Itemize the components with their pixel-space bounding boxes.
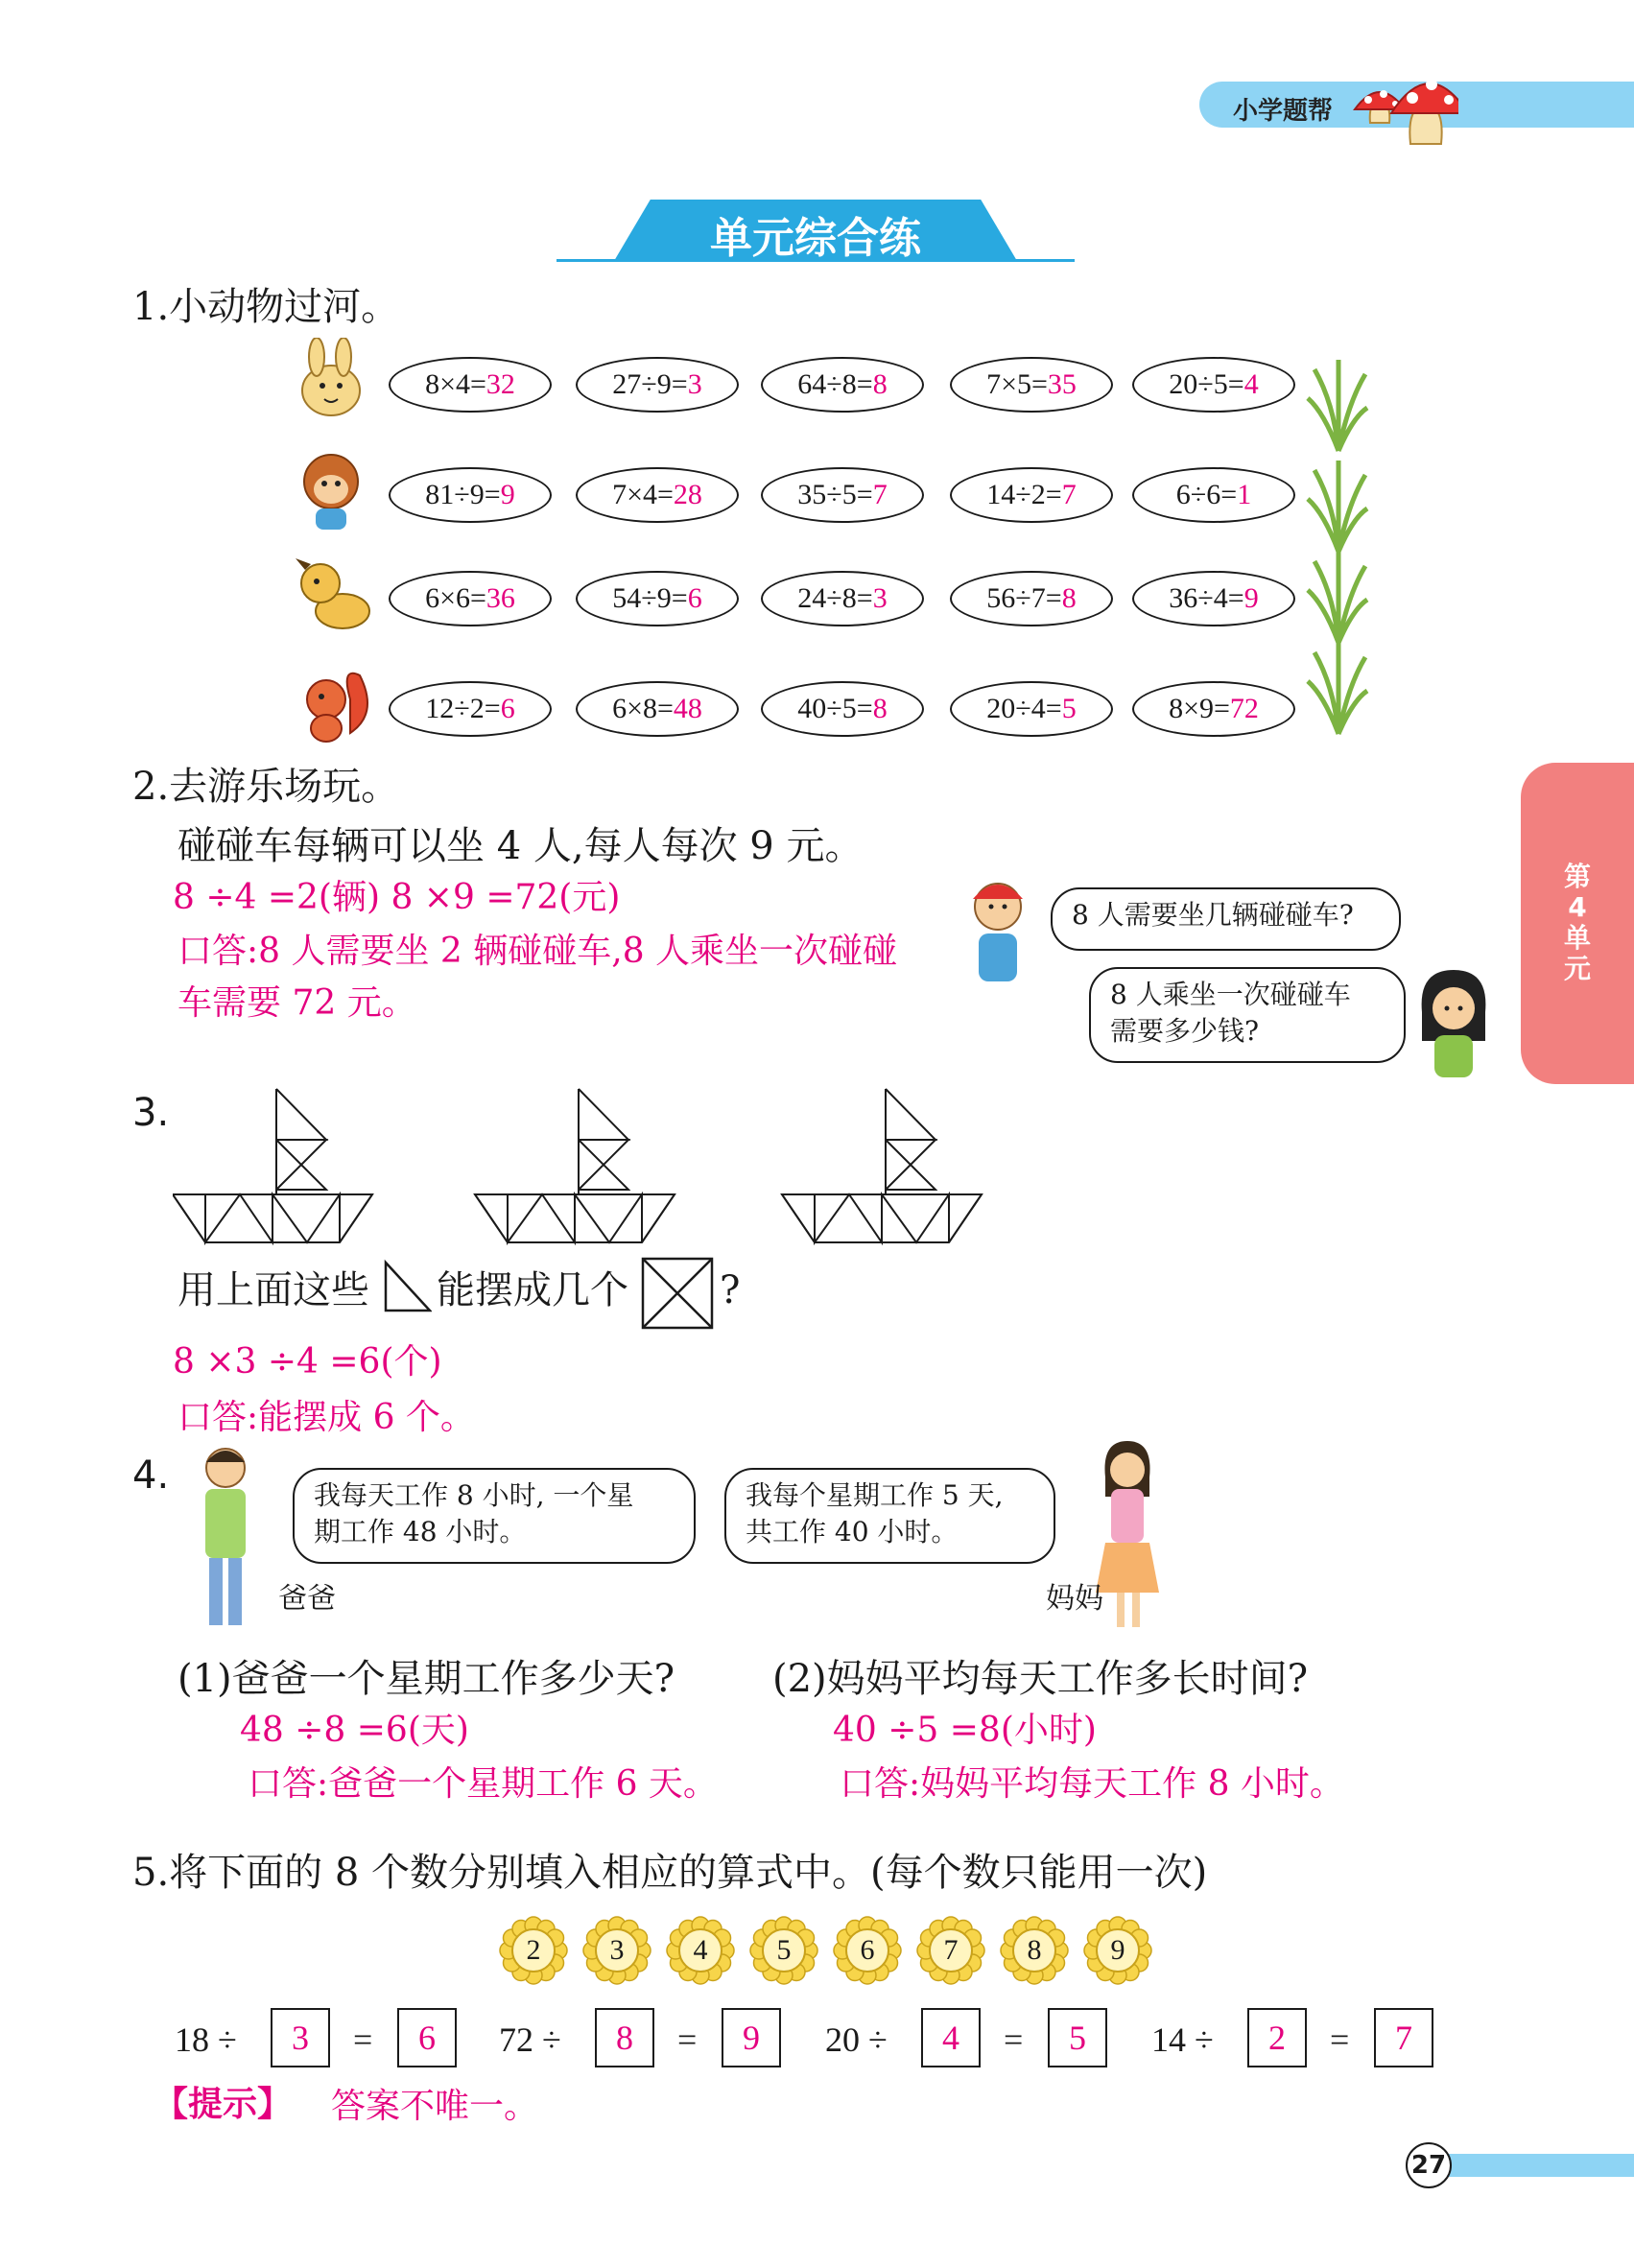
flower-icon <box>664 1914 737 1987</box>
mom-label: 妈妈 <box>1046 1582 1103 1616</box>
hint-label: 【提示】 <box>154 2085 293 2124</box>
equals-sign: = <box>1004 2020 1024 2059</box>
equation-answer: 48 <box>673 693 702 724</box>
hint-text: 答案不唯一。 <box>331 2087 539 2126</box>
equation-answer: 6 <box>687 582 702 614</box>
rabbit-icon <box>288 338 374 429</box>
equation-expression: 24÷8= <box>797 582 873 614</box>
flower-number: 9 <box>1110 1934 1125 1966</box>
equation-answer: 8 <box>872 693 888 724</box>
q3-answer-line: 8 ×3 ÷4 =6(个) <box>173 1342 442 1382</box>
equation-expression: 54÷9= <box>612 582 688 614</box>
equation-oval <box>389 571 552 626</box>
equation-expression: 20÷5= <box>1169 368 1244 400</box>
answer-box[interactable]: 6 <box>397 2008 457 2067</box>
flower-icon <box>831 1914 904 1987</box>
q3-text-b: 能摆成几个 <box>437 1268 628 1312</box>
equation-expression: 6÷6= <box>1175 479 1238 510</box>
q3-text-a: 用上面这些 <box>178 1268 369 1312</box>
flower-icon <box>497 1914 570 1987</box>
equation-expression: 14÷2= <box>986 479 1062 510</box>
equation-lead: 18 ÷ <box>175 2020 237 2059</box>
answer-box[interactable]: 9 <box>722 2008 781 2067</box>
q4-sub2-answer-line: 40 ÷5 =8(小时) <box>833 1711 1097 1750</box>
mushroom-icon <box>1353 56 1458 147</box>
triangle-icon <box>384 1259 432 1314</box>
equation-answer: 1 <box>1237 479 1252 510</box>
equation-answer: 8 <box>872 368 888 400</box>
equation-expression: 36÷4= <box>1169 582 1244 614</box>
equation-oval <box>950 571 1113 626</box>
equation-answer: 3 <box>687 368 702 400</box>
q2-answer-text-2: 车需要 72 元。 <box>178 983 416 1023</box>
flower-number: 6 <box>860 1934 875 1966</box>
girl-speech-text-2: 需要多少钱? <box>1110 1015 1260 1047</box>
answer-box[interactable]: 5 <box>1048 2008 1107 2067</box>
equation-answer: 7 <box>1061 479 1077 510</box>
equation-oval <box>761 681 924 737</box>
equation-oval <box>576 681 739 737</box>
q3-number: 3. <box>132 1091 170 1135</box>
equation-expression: 7×4= <box>612 479 674 510</box>
equation-answer: 9 <box>500 479 515 510</box>
girl-speech-bubble <box>1089 967 1406 1063</box>
equation-answer: 35 <box>1047 368 1077 400</box>
q4-number: 4. <box>132 1453 170 1498</box>
q3-answer-text: 口答:能摆成 6 个。 <box>178 1398 475 1437</box>
equation-oval <box>389 681 552 737</box>
page-title: 单元综合练 <box>710 214 921 263</box>
unit-tab-label <box>1521 862 1634 984</box>
girl-speech-text-1: 8 人乘坐一次碰碰车 <box>1110 979 1351 1010</box>
flower-number: 7 <box>943 1934 959 1966</box>
equation-expression: 8×9= <box>1169 693 1230 724</box>
dad-label: 爸爸 <box>278 1582 336 1616</box>
equation-oval <box>576 571 739 626</box>
equation-answer: 28 <box>673 479 702 510</box>
equation-expression: 64÷8= <box>797 368 873 400</box>
flower-number: 5 <box>776 1934 792 1966</box>
equation-oval <box>761 467 924 523</box>
equation-expression: 40÷5= <box>797 693 873 724</box>
equation-lead: 72 ÷ <box>499 2020 561 2059</box>
equation-expression: 56÷7= <box>986 582 1062 614</box>
girl-icon <box>1410 964 1497 1079</box>
q2-text: 碰碰车每辆可以坐 4 人,每人每次 9 元。 <box>178 824 864 868</box>
equation-expression: 8×4= <box>425 368 486 400</box>
mom-speech-bubble <box>724 1468 1055 1564</box>
equals-sign: = <box>353 2020 373 2059</box>
q5-title: 5.将下面的 8 个数分别填入相应的算式中。(每个数只能用一次) <box>132 1851 1208 1895</box>
square-icon <box>641 1257 714 1330</box>
mom-speech-text-2: 共工作 40 小时。 <box>746 1516 959 1547</box>
equation-oval <box>1132 681 1295 737</box>
boat-figures <box>173 1084 1017 1247</box>
page-number: 27 <box>1406 2142 1452 2188</box>
answer-box[interactable]: 7 <box>1374 2008 1433 2067</box>
equation-expression: 6×6= <box>425 582 486 614</box>
boy-speech-text: 8 人需要坐几辆碰碰车? <box>1072 899 1354 931</box>
answer-box[interactable]: 8 <box>595 2008 654 2067</box>
equation-oval <box>389 357 552 413</box>
equals-sign: = <box>1330 2020 1350 2059</box>
equation-answer: 72 <box>1229 693 1259 724</box>
q4-sub2-question: (2)妈妈平均每天工作多长时间? <box>772 1657 1309 1701</box>
boy-speech-bubble <box>1051 887 1401 951</box>
equation-oval <box>576 357 739 413</box>
equation-expression: 6×8= <box>612 693 674 724</box>
equation-answer: 6 <box>500 693 515 724</box>
brand-name: 小学题帮 <box>1233 97 1334 126</box>
q2-answer-line: 8 ÷4 =2(辆) 8 ×9 =72(元) <box>173 878 621 917</box>
equation-oval <box>950 681 1113 737</box>
equation-expression: 27÷9= <box>612 368 688 400</box>
flower-icon <box>998 1914 1071 1987</box>
q2-answer-text-1: 口答:8 人需要坐 2 辆碰碰车,8 人乘坐一次碰碰 <box>178 932 898 971</box>
equation-expression: 81÷9= <box>425 479 501 510</box>
equation-oval <box>1132 571 1295 626</box>
flower-icon <box>1081 1914 1154 1987</box>
q4-sub1-answer-line: 48 ÷8 =6(天) <box>240 1711 469 1750</box>
q4-sub2-answer-text: 口答:妈妈平均每天工作 8 小时。 <box>840 1764 1344 1804</box>
equation-answer: 7 <box>872 479 888 510</box>
grass-icon <box>1305 456 1372 556</box>
grass-icon <box>1305 638 1372 739</box>
flower-number: 3 <box>609 1934 625 1966</box>
equation-oval <box>761 357 924 413</box>
equation-expression: 20÷4= <box>986 693 1062 724</box>
equation-lead: 14 ÷ <box>1151 2020 1214 2059</box>
boy-icon <box>959 868 1046 993</box>
equation-answer: 4 <box>1243 368 1259 400</box>
equation-lead: 20 ÷ <box>825 2020 888 2059</box>
equation-expression: 35÷5= <box>797 479 873 510</box>
equation-answer: 32 <box>485 368 515 400</box>
equation-oval <box>1132 357 1295 413</box>
equation-expression: 12÷2= <box>425 693 501 724</box>
q3-text-c: ? <box>720 1268 741 1312</box>
equation-answer: 5 <box>1061 693 1077 724</box>
flower-number: 2 <box>526 1934 541 1966</box>
equation-oval <box>761 571 924 626</box>
equals-sign: = <box>677 2020 698 2059</box>
dad-speech-text-1: 我每天工作 8 小时, 一个星 <box>314 1479 634 1511</box>
equation-answer: 8 <box>1061 582 1077 614</box>
equation-oval <box>950 467 1113 523</box>
answer-box[interactable]: 3 <box>271 2008 330 2067</box>
equation-oval <box>1132 467 1295 523</box>
monkey-icon <box>293 443 369 534</box>
dad-speech-text-2: 期工作 48 小时。 <box>314 1516 527 1547</box>
flower-icon <box>747 1914 820 1987</box>
equation-answer: 3 <box>872 582 888 614</box>
equation-expression: 7×5= <box>986 368 1048 400</box>
answer-box[interactable]: 2 <box>1247 2008 1307 2067</box>
q2-title: 2.去游乐场玩。 <box>132 765 400 809</box>
q4-sub1-question: (1)爸爸一个星期工作多少天? <box>178 1657 675 1701</box>
flower-number: 4 <box>693 1934 708 1966</box>
flower-icon <box>914 1914 987 1987</box>
dog-icon <box>290 549 381 640</box>
unit-tab-text: 第4单元 <box>1563 861 1591 984</box>
flower-icon <box>580 1914 653 1987</box>
equation-oval <box>950 357 1113 413</box>
page-number-bar <box>1420 2154 1634 2177</box>
grass-icon <box>1305 547 1372 648</box>
flower-number: 8 <box>1027 1934 1042 1966</box>
equation-answer: 9 <box>1243 582 1259 614</box>
mom-speech-text-1: 我每个星期工作 5 天, <box>746 1479 1004 1511</box>
equation-oval <box>576 467 739 523</box>
equation-oval <box>389 467 552 523</box>
dad-speech-bubble <box>293 1468 696 1564</box>
q4-sub1-answer-text: 口答:爸爸一个星期工作 6 天。 <box>248 1764 718 1804</box>
squirrel-icon <box>293 656 379 747</box>
equation-answer: 36 <box>485 582 515 614</box>
answer-box[interactable]: 4 <box>921 2008 981 2067</box>
grass-icon <box>1305 355 1372 456</box>
dad-icon <box>182 1439 269 1636</box>
q1-title: 1.小动物过河。 <box>132 285 400 329</box>
